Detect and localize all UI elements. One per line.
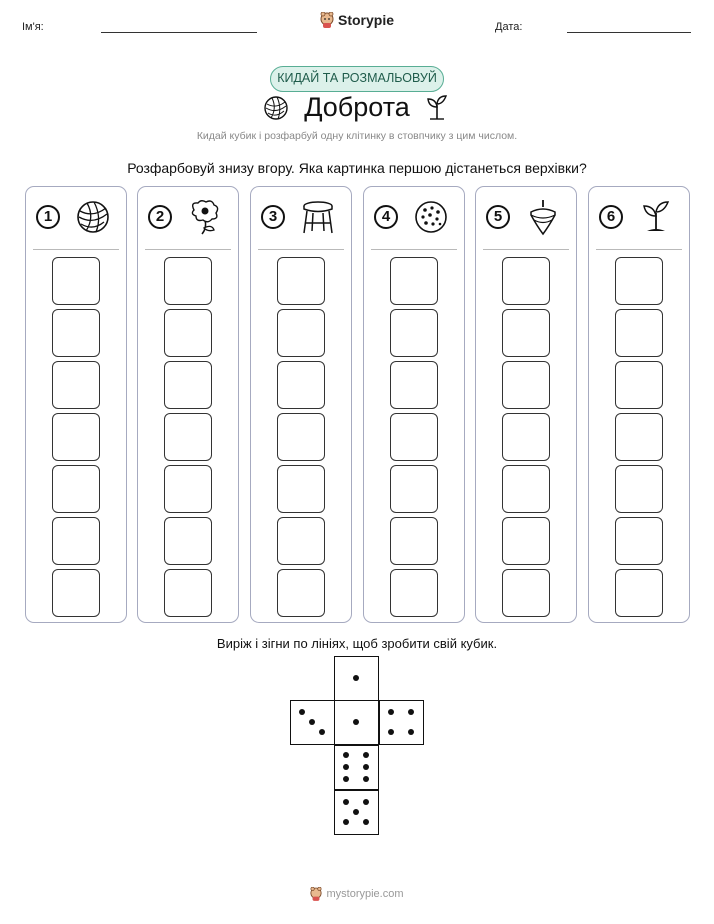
column-divider — [596, 249, 682, 250]
column-header — [251, 201, 351, 241]
coloring-cell[interactable] — [52, 517, 100, 565]
cut-instruction: Виріж і зігни по лініях, щоб зробити свій кубик. — [216, 636, 498, 651]
coloring-cell[interactable] — [277, 257, 325, 305]
column-1 — [25, 186, 127, 623]
dice-pip — [353, 719, 359, 725]
column-divider — [258, 249, 344, 250]
coloring-cell[interactable] — [277, 361, 325, 409]
spinning-top-icon — [524, 198, 562, 236]
column-number: 2 — [148, 205, 172, 229]
dice-pip — [353, 809, 359, 815]
coloring-cell[interactable] — [52, 361, 100, 409]
column-4 — [363, 186, 465, 623]
column-6 — [588, 186, 690, 623]
page-title: Доброта — [304, 92, 410, 122]
coloring-cell[interactable] — [502, 517, 550, 565]
dice-pip — [363, 819, 369, 825]
stool-icon — [299, 198, 337, 236]
dice-pip — [363, 799, 369, 805]
column-divider — [145, 249, 231, 250]
coloring-cell[interactable] — [390, 309, 438, 357]
column-number: 4 — [374, 205, 398, 229]
coloring-cell[interactable] — [390, 257, 438, 305]
coloring-cell[interactable] — [164, 309, 212, 357]
coloring-cell[interactable] — [502, 257, 550, 305]
coloring-cell[interactable] — [52, 309, 100, 357]
coloring-cell[interactable] — [164, 361, 212, 409]
coloring-cell[interactable] — [390, 517, 438, 565]
dice-pip — [408, 729, 414, 735]
cookie-icon — [412, 198, 450, 236]
name-line[interactable] — [101, 32, 257, 33]
coloring-cell[interactable] — [277, 465, 325, 513]
coloring-cell[interactable] — [502, 413, 550, 461]
column-3 — [250, 186, 352, 623]
column-header — [476, 201, 576, 241]
dice-face — [334, 745, 379, 790]
coloring-cell[interactable] — [277, 413, 325, 461]
column-5 — [475, 186, 577, 623]
date-label: Дата: — [495, 21, 523, 33]
sprout-icon — [637, 198, 675, 236]
coloring-cell[interactable] — [502, 465, 550, 513]
coloring-cell[interactable] — [277, 517, 325, 565]
dice-pip — [408, 709, 414, 715]
coloring-cell[interactable] — [277, 569, 325, 617]
footer-url[interactable]: mystorypie.com — [326, 888, 404, 900]
coloring-cell[interactable] — [390, 361, 438, 409]
coloring-cell[interactable] — [615, 309, 663, 357]
dice-face — [290, 700, 335, 745]
coloring-cell[interactable] — [164, 257, 212, 305]
dice-face — [379, 700, 424, 745]
coloring-cell[interactable] — [52, 413, 100, 461]
coloring-cell[interactable] — [502, 569, 550, 617]
column-2 — [137, 186, 239, 623]
dice-pip — [309, 719, 315, 725]
coloring-cell[interactable] — [390, 569, 438, 617]
coloring-cell[interactable] — [52, 465, 100, 513]
coloring-prompt: Розфарбовуй знизу вгору. Яка картинка першою дістанеться верхівки? — [127, 160, 587, 176]
dice-pip — [388, 729, 394, 735]
coloring-cell[interactable] — [615, 517, 663, 565]
column-number: 6 — [599, 205, 623, 229]
dice-face — [334, 656, 379, 701]
dice-pip — [299, 709, 305, 715]
coloring-cell[interactable] — [615, 413, 663, 461]
column-number: 3 — [261, 205, 285, 229]
coloring-cell[interactable] — [390, 465, 438, 513]
sprout-icon — [425, 93, 449, 121]
coloring-cell[interactable] — [164, 517, 212, 565]
dice-pip — [343, 819, 349, 825]
coloring-cell[interactable] — [502, 309, 550, 357]
footer — [0, 887, 714, 904]
coloring-cell[interactable] — [164, 465, 212, 513]
yarn-ball-icon — [74, 198, 112, 236]
coloring-cell[interactable] — [502, 361, 550, 409]
coloring-cell[interactable] — [615, 361, 663, 409]
dice-pip — [363, 764, 369, 770]
dice-face — [334, 790, 379, 835]
storypie-mascot-icon — [310, 887, 322, 901]
dice-pip — [388, 709, 394, 715]
dice-pip — [319, 729, 325, 735]
storypie-mascot-icon — [320, 12, 334, 28]
coloring-cell[interactable] — [390, 413, 438, 461]
dice-pip — [343, 799, 349, 805]
date-line[interactable] — [567, 32, 691, 33]
coloring-cell[interactable] — [164, 569, 212, 617]
column-number: 1 — [36, 205, 60, 229]
dice-pip — [343, 764, 349, 770]
coloring-cell[interactable] — [615, 257, 663, 305]
activity-badge: КИДАЙ ТА РОЗМАЛЬОВУЙ — [270, 66, 444, 92]
dice-pip — [343, 752, 349, 758]
coloring-cell[interactable] — [52, 569, 100, 617]
flower-icon — [186, 198, 224, 236]
column-divider — [371, 249, 457, 250]
coloring-cell[interactable] — [615, 569, 663, 617]
brand-logo — [0, 12, 714, 31]
column-number: 5 — [486, 205, 510, 229]
dice-face — [334, 700, 379, 745]
brand-name: Storypie — [337, 12, 394, 28]
name-label: Ім'я: — [22, 21, 44, 33]
dice-pip — [363, 776, 369, 782]
dice-pip — [353, 675, 359, 681]
coloring-cell[interactable] — [277, 309, 325, 357]
column-header — [589, 201, 689, 241]
dice-pip — [363, 752, 369, 758]
coloring-cell[interactable] — [164, 413, 212, 461]
instructions-subtitle: Кидай кубик і розфарбуй одну клітинку в стовпчику з цим числом. — [196, 130, 518, 142]
column-header — [138, 201, 238, 241]
coloring-cell[interactable] — [52, 257, 100, 305]
column-divider — [33, 249, 119, 250]
column-header — [26, 201, 126, 241]
dice-pip — [343, 776, 349, 782]
column-divider — [483, 249, 569, 250]
coloring-cell[interactable] — [615, 465, 663, 513]
column-header — [364, 201, 464, 241]
